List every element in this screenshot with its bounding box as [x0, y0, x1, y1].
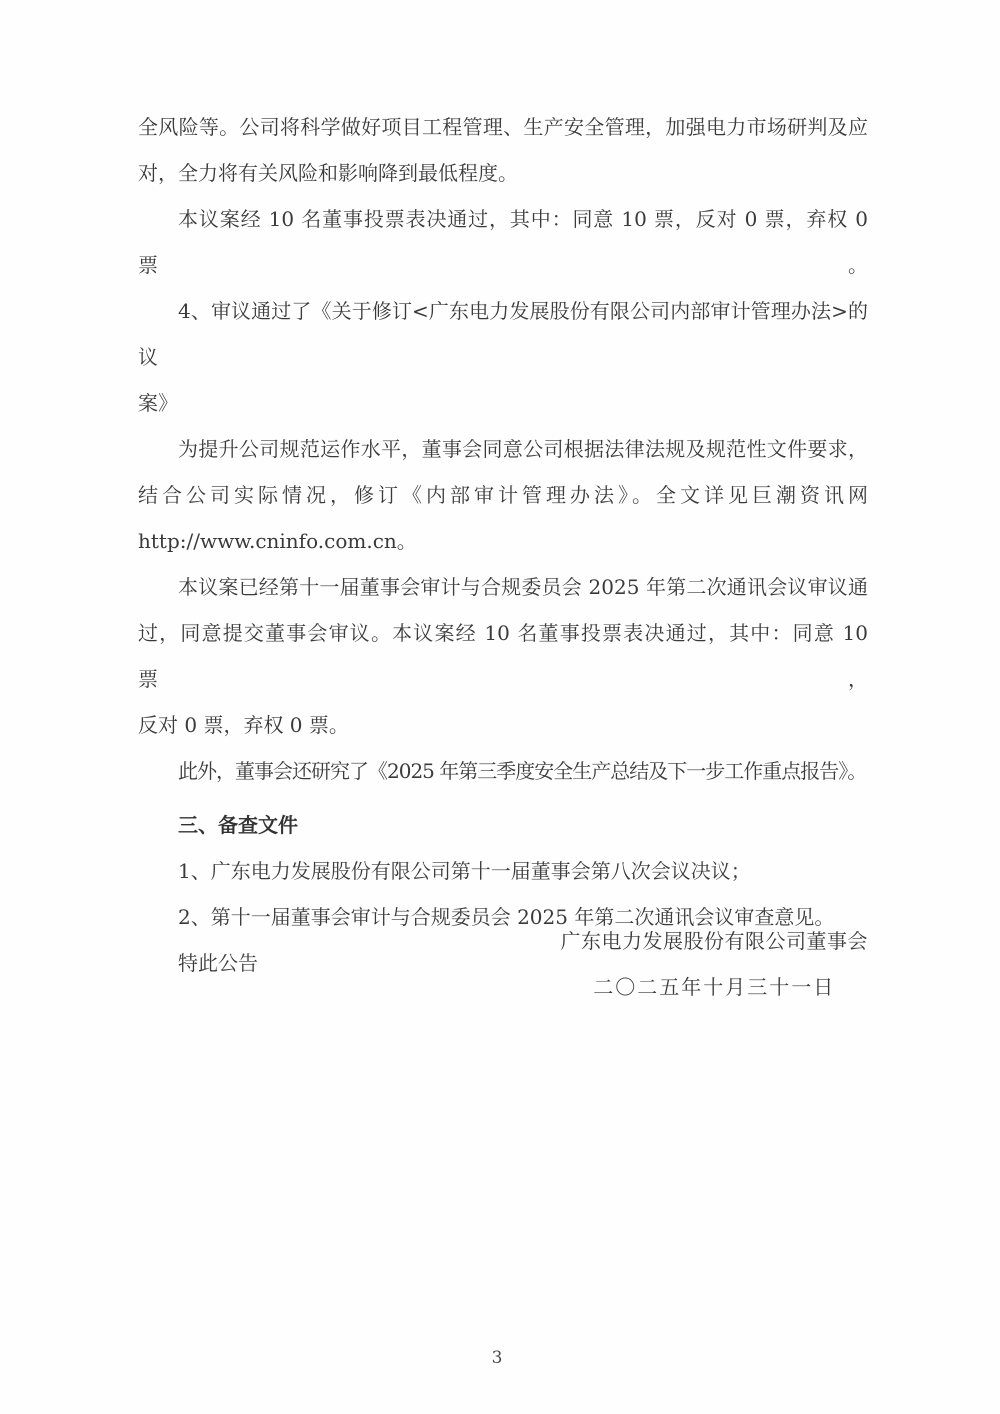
document-line: 反对 0 票，弃权 0 票。 [138, 713, 349, 737]
document-line: 特此公告 [178, 951, 258, 975]
document-line: 2、第十一届董事会审计与合规委员会 2025 年第二次通讯会议审查意见。 [178, 905, 835, 929]
document-line: 为提升公司规范运作水平，董事会同意公司根据法律法规及规范性文件要求， [178, 437, 868, 461]
document-line: 对，全力将有关风险和影响降到最低程度。 [138, 161, 518, 185]
document-line: 本议案已经第十一届董事会审计与合规委员会 2025 年第二次通讯会议审议通 [178, 575, 868, 599]
document-line: 过，同意提交董事会审议。本议案经 10 名董事投票表决通过，其中：同意 10 票， [138, 621, 868, 691]
document-line: 全风险等。公司将科学做好项目工程管理、生产安全管理，加强电力市场研判及应 [138, 115, 868, 139]
document-line: 结合公司实际情况，修订《内部审计管理办法》。全文详见巨潮资讯网 [138, 483, 868, 507]
document-line: 4、审议通过了《关于修订<广东电力发展股份有限公司内部审计管理办法>的议 [138, 299, 868, 369]
section-heading: 三、备查文件 [178, 813, 298, 837]
document-line: 1、广东电力发展股份有限公司第十一届董事会第八次会议决议； [178, 859, 751, 883]
document-line: http://www.cninfo.com.cn。 [138, 529, 417, 553]
signature-block [138, 918, 868, 1010]
signature-date: 二〇二五年十月三十一日 [593, 975, 836, 999]
document-line: 本议案经 10 名董事投票表决通过，其中：同意 10 票，反对 0 票，弃权 0 票。 [138, 207, 868, 277]
signature-wrap [138, 846, 868, 1010]
page-number: 3 [491, 1348, 503, 1368]
document-line: 案》 [138, 391, 178, 415]
document-line: 此外，董事会还研究了《2025 年第三季度安全生产总结及下一步工作重点报告》。 [178, 759, 867, 783]
signature-company: 广东电力发展股份有限公司董事会 [560, 929, 868, 953]
